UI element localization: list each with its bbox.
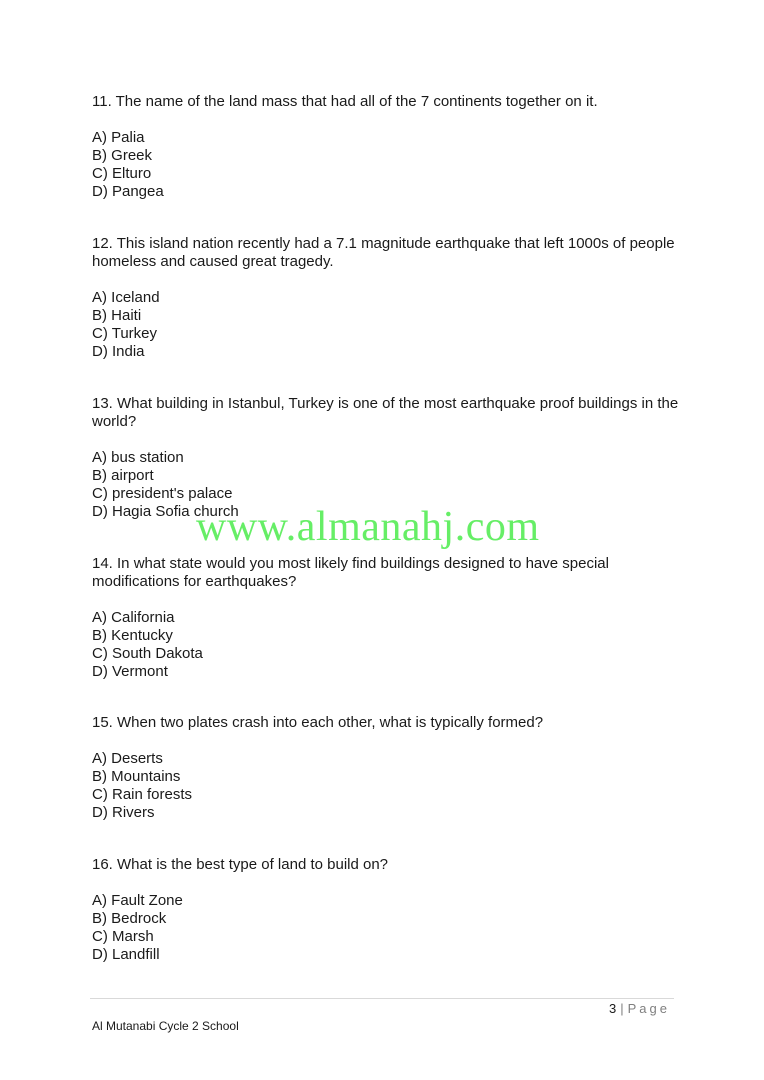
option-a: A) Palia — [92, 129, 145, 146]
option-d: D) Rivers — [92, 804, 155, 821]
option-d: D) India — [92, 343, 145, 360]
page-label: Page — [627, 1001, 670, 1016]
page-number — [609, 1001, 670, 1016]
option-a: A) Deserts — [92, 750, 163, 767]
option-b: B) Mountains — [92, 768, 181, 785]
option-d: D) Landfill — [92, 946, 160, 963]
page-separator: | — [620, 1001, 624, 1016]
option-c: C) president's palace — [92, 485, 233, 502]
footer-divider — [90, 998, 674, 999]
question-11 — [92, 93, 682, 201]
option-b: B) Haiti — [92, 307, 142, 324]
option-d: D) Hagia Sofia church — [92, 503, 239, 520]
school-name: Al Mutanabi Cycle 2 School — [92, 1019, 239, 1033]
question-14 — [92, 555, 682, 681]
option-b: B) Kentucky — [92, 627, 173, 644]
option-d: D) Pangea — [92, 183, 164, 200]
question-text: 16. What is the best type of land to build on? — [92, 856, 389, 873]
question-text: 14. In what state would you most likely find buildings designed to have special modifications for earthquakes? — [92, 555, 609, 590]
option-a: A) California — [92, 609, 175, 626]
option-c: C) Marsh — [92, 928, 154, 945]
option-c: C) Rain forests — [92, 786, 193, 803]
option-c: C) Turkey — [92, 325, 158, 342]
option-c: C) Elturo — [92, 165, 152, 182]
question-16 — [92, 856, 682, 964]
question-text: 15. When two plates crash into each other, what is typically formed? — [92, 714, 544, 731]
option-b: B) Bedrock — [92, 910, 167, 927]
page-number-value: 3 — [609, 1001, 617, 1016]
option-a: A) Fault Zone — [92, 892, 183, 909]
question-text: 12. This island nation recently had a 7.1 magnitude earthquake that left 1000s of people homeless and caused great tragedy. — [92, 235, 675, 270]
question-15 — [92, 714, 682, 822]
watermark: www.almanahj.com — [196, 504, 540, 550]
option-a: A) bus station — [92, 449, 184, 466]
option-b: B) airport — [92, 467, 154, 484]
option-c: C) South Dakota — [92, 645, 203, 662]
option-d: D) Vermont — [92, 663, 168, 680]
question-12 — [92, 235, 682, 361]
option-a: A) Iceland — [92, 289, 160, 306]
question-text: 13. What building in Istanbul, Turkey is one of the most earthquake proof buildings in the world? — [92, 395, 679, 430]
question-text: 11. The name of the land mass that had all of the 7 continents together on it. — [92, 93, 598, 110]
option-b: B) Greek — [92, 147, 153, 164]
